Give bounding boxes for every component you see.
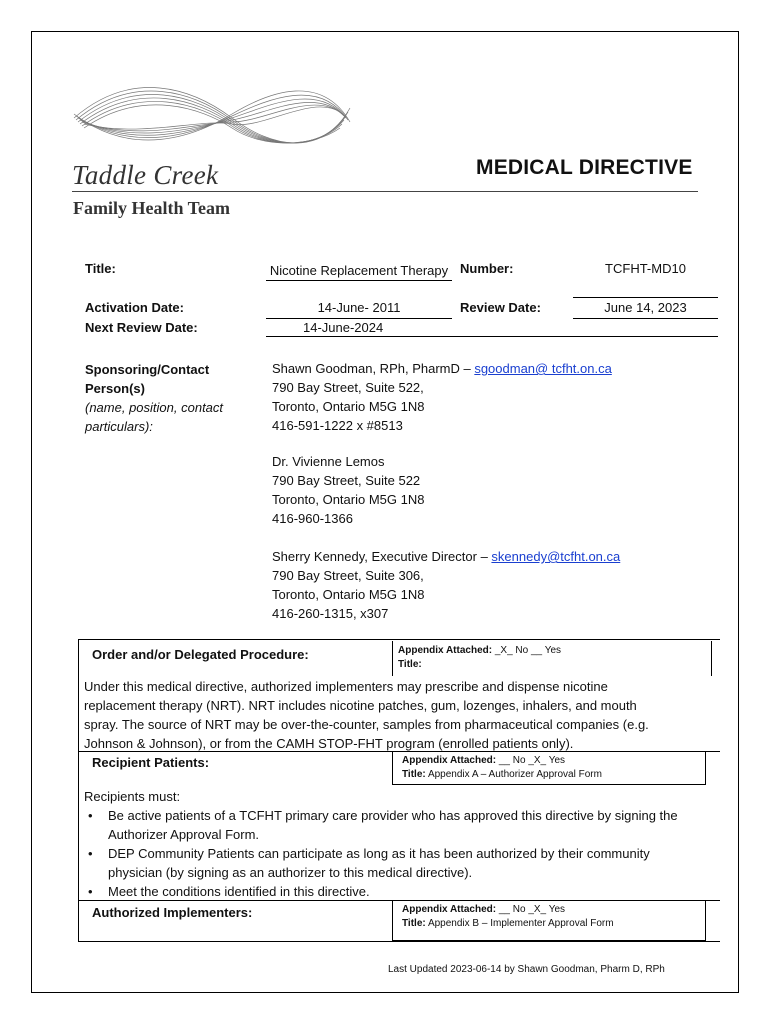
- contact-city: Toronto, Ontario M5G 1N8: [272, 492, 425, 507]
- sponsor-label-line2: Person(s): [85, 381, 145, 396]
- list-item: • Be active patients of a TCFHT primary care provider who has approved this directive by signing the Authorizer Approval Form.: [84, 806, 716, 844]
- order-body-line: Johnson & Johnson), or from the CAMH STOP-FHT program (enrolled patients only).: [84, 736, 574, 751]
- appendix-title-label: Title:: [398, 659, 422, 670]
- appendix-label: Appendix Attached:: [402, 755, 497, 766]
- next-review-date-label: Next Review Date:: [85, 320, 198, 335]
- document-title: MEDICAL DIRECTIVE: [476, 156, 693, 179]
- recipients-heading: Recipient Patients:: [92, 755, 210, 770]
- order-body-line: Under this medical directive, authorized implementers may prescribe and dispense nicotine: [84, 679, 608, 694]
- sponsor-hint-line1: (name, position, contact: [85, 400, 224, 415]
- order-heading: Order and/or Delegated Procedure:: [92, 647, 309, 662]
- sponsor-hint-line2: particulars):: [85, 419, 153, 434]
- order-body-line: replacement therapy (NRT). NRT includes nicotine patches, gum, lozenges, inhalers, and mouth: [84, 698, 637, 713]
- contact-kennedy: [272, 547, 712, 623]
- appendix-label: Appendix Attached:: [398, 645, 493, 656]
- appendix-label: Appendix Attached:: [402, 904, 497, 915]
- sponsor-label-block: [85, 360, 255, 436]
- activation-date-value: 14-June- 2011: [266, 300, 452, 319]
- contact-phone: 416-260-1315, x307: [272, 606, 389, 621]
- contact-name: Shawn Goodman, RPh, PharmD –: [272, 361, 475, 376]
- list-item: • Meet the conditions identified in this directive.: [84, 882, 716, 901]
- contact-address: 790 Bay Street, Suite 522: [272, 473, 421, 488]
- sponsor-label-line1: Sponsoring/Contact: [85, 362, 210, 377]
- contact-address: 790 Bay Street, Suite 522,: [272, 380, 424, 395]
- recipients-list: [84, 806, 716, 901]
- appendix-title-label: Title:: [402, 918, 426, 929]
- number-value: TCFHT-MD10: [573, 261, 718, 298]
- recipients-body: [84, 787, 716, 901]
- implementers-appendix-box: [392, 901, 706, 941]
- table-bottom-border: [78, 941, 720, 942]
- order-body-line: spray. The source of NRT may be over-the-counter, samples from pharmaceutical companies (e.g.: [84, 717, 649, 732]
- footer-last-updated: Last Updated 2023-06-14 by Shawn Goodman, Pharm D, RPh: [388, 964, 665, 975]
- activation-date-label: Activation Date:: [85, 300, 184, 315]
- appendix-title-value: Appendix B – Implementer Approval Form: [425, 918, 614, 929]
- contact-goodman: [272, 359, 712, 435]
- appendix-status: __ No _X_ Yes: [496, 904, 566, 915]
- order-body: [84, 677, 716, 753]
- appendix-title-label: Title:: [402, 769, 426, 780]
- taddle-creek-logo: [72, 78, 352, 158]
- implementers-heading: Authorized Implementers:: [92, 905, 253, 920]
- contact-address: 790 Bay Street, Suite 306,: [272, 568, 424, 583]
- email-link[interactable]: skennedy@tcfht.on.ca: [491, 549, 621, 564]
- org-name: Taddle Creek: [72, 160, 219, 190]
- contact-phone: 416-591-1222 x #8513: [272, 418, 403, 433]
- next-review-date-value: 14-June-2024: [266, 320, 718, 337]
- appendix-status: _X_ No __ Yes: [492, 645, 562, 656]
- appendix-status: __ No _X_ Yes: [496, 755, 566, 766]
- contact-phone: 416-960-1366: [272, 511, 353, 526]
- contact-city: Toronto, Ontario M5G 1N8: [272, 587, 425, 602]
- contact-city: Toronto, Ontario M5G 1N8: [272, 399, 425, 414]
- recipients-intro: Recipients must:: [84, 789, 181, 804]
- review-date-value: June 14, 2023: [573, 300, 718, 319]
- title-value: Nicotine Replacement Therapy: [266, 261, 452, 281]
- contact-lemos: [272, 452, 712, 528]
- order-appendix-box: [392, 641, 712, 676]
- review-date-label: Review Date:: [460, 300, 541, 315]
- org-subtitle: Family Health Team: [73, 198, 230, 218]
- number-label: Number:: [460, 261, 514, 276]
- header-divider: [72, 191, 698, 192]
- email-link[interactable]: sgoodman@ tcfht.on.ca: [474, 361, 612, 376]
- contact-name: Dr. Vivienne Lemos: [272, 454, 385, 469]
- recipients-appendix-box: [392, 752, 706, 785]
- list-item: • DEP Community Patients can participate as long as it has been authorized by their community physician (by signing as an authorizer to this medical directive).: [84, 844, 716, 882]
- contact-name: Sherry Kennedy, Executive Director –: [272, 549, 492, 564]
- appendix-title-value: Appendix A – Authorizer Approval Form: [425, 769, 602, 780]
- title-label: Title:: [85, 261, 116, 276]
